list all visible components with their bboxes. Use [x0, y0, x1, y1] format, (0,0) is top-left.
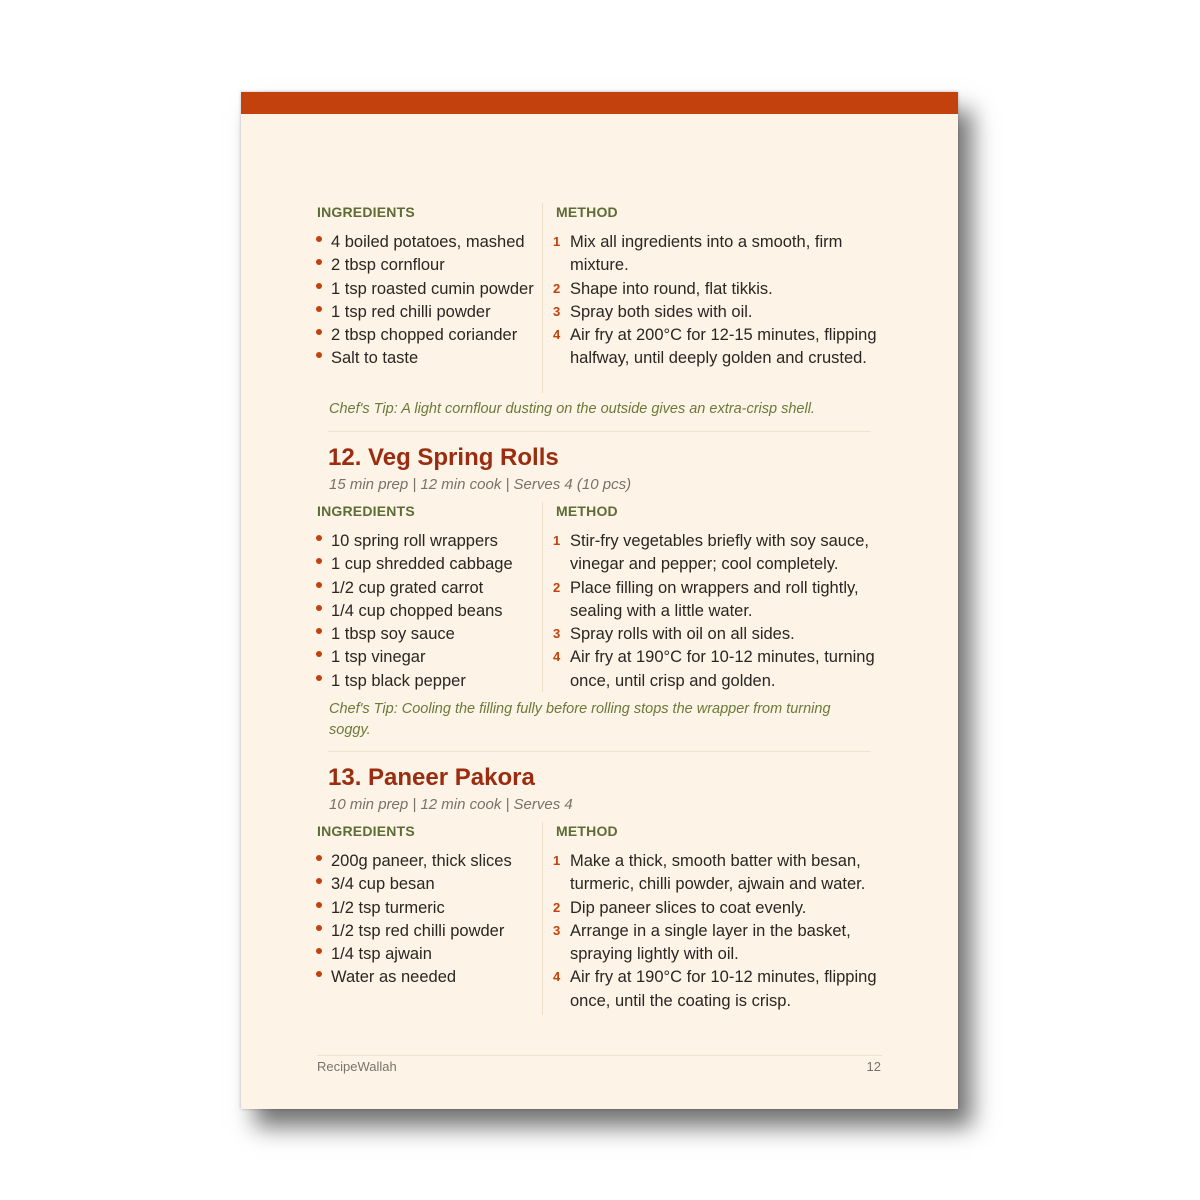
method-step: 4 Air fry at 190°C for 10-12 minutes, flipping once, until the coating is crisp.: [553, 968, 877, 1010]
recipe-meta: 10 min prep | 12 min cook | Serves 4: [329, 796, 573, 813]
method-step: 3 Spray rolls with oil on all sides.: [553, 625, 795, 644]
ingredients-list: [317, 850, 542, 990]
bullet-icon: [316, 306, 322, 312]
ingredients-list: [317, 530, 542, 693]
ingredient-item: 1 tsp roasted cumin powder: [317, 278, 542, 301]
column-divider: [542, 822, 543, 1015]
recipe-page: [241, 92, 958, 1109]
method-column: [553, 822, 886, 1013]
ingredients-list: [317, 231, 542, 371]
page-number: 12: [866, 1059, 881, 1074]
recipe-title: 12. Veg Spring Rolls: [328, 444, 559, 471]
method-column: [553, 203, 886, 371]
bullet-icon: [316, 582, 322, 588]
bullet-icon: [316, 352, 322, 358]
ingredients-column: [317, 203, 542, 371]
ingredient-item: 1/2 cup grated carrot: [317, 577, 542, 600]
ingredient-item: 1/4 cup chopped beans: [317, 600, 542, 623]
chefs-tip: Chef's Tip: A light cornflour dusting on the outside gives an extra-crisp shell.: [329, 401, 815, 417]
section-divider: [328, 751, 871, 752]
bullet-icon: [316, 605, 322, 611]
page-header-bar: [241, 92, 958, 114]
ingredient-item: 10 spring roll wrappers: [317, 530, 542, 553]
bullet-icon: [316, 535, 322, 541]
method-column: [553, 502, 886, 693]
method-step: 4 Air fry at 200°C for 12-15 minutes, flipping halfway, until deeply golden and crusted.: [553, 326, 877, 368]
method-step: 2 Dip paneer slices to coat evenly.: [553, 898, 807, 917]
bullet-icon: [316, 651, 322, 657]
ingredient-item: 200g paneer, thick slices: [317, 850, 542, 873]
ingredient-item: 4 boiled potatoes, mashed: [317, 231, 542, 254]
ingredients-heading: INGREDIENTS: [317, 823, 415, 839]
bullet-icon: [316, 259, 322, 265]
ingredient-item: 2 tbsp chopped coriander: [317, 324, 542, 347]
ingredient-item: 1/2 tsp turmeric: [317, 897, 542, 920]
method-step: 2 Place filling on wrappers and roll tightly, sealing with a little water.: [553, 578, 859, 620]
column-divider: [542, 502, 543, 692]
ingredient-item: 1/2 tsp red chilli powder: [317, 920, 542, 943]
method-step: 1 Make a thick, smooth batter with besan, turmeric, chilli powder, ajwain and water.: [553, 852, 866, 894]
ingredient-item: 1 tsp vinegar: [317, 646, 542, 669]
ingredient-item: Salt to taste: [317, 347, 542, 370]
footer-divider: [317, 1055, 882, 1056]
ingredients-heading: INGREDIENTS: [317, 503, 415, 519]
ingredients-column: [317, 822, 542, 990]
section-divider: [328, 431, 871, 432]
method-heading: METHOD: [556, 503, 618, 519]
recipe-meta: 15 min prep | 12 min cook | Serves 4 (10 pcs): [329, 476, 632, 493]
ingredient-item: 1 cup shredded cabbage: [317, 553, 542, 576]
bullet-icon: [316, 283, 322, 289]
bullet-icon: [316, 558, 322, 564]
bullet-icon: [316, 675, 322, 681]
ingredients-heading: INGREDIENTS: [317, 204, 415, 220]
ingredient-item: 1 tsp red chilli powder: [317, 301, 542, 324]
ingredient-item: 1 tsp black pepper: [317, 670, 542, 693]
method-step: 1 Stir-fry vegetables briefly with soy sauce, vinegar and pepper; cool completely.: [553, 532, 869, 574]
bullet-icon: [316, 329, 322, 335]
bullet-icon: [316, 971, 322, 977]
method-list: [553, 850, 886, 1013]
chefs-tip: Chef's Tip: Cooling the filling fully before rolling stops the wrapper from turning soggy.: [329, 701, 831, 738]
bullet-icon: [316, 878, 322, 884]
method-list: [553, 231, 886, 371]
ingredient-item: 2 tbsp cornflour: [317, 254, 542, 277]
ingredient-item: Water as needed: [317, 966, 542, 989]
bullet-icon: [316, 628, 322, 634]
method-list: [553, 530, 886, 693]
bullet-icon: [316, 236, 322, 242]
bullet-icon: [316, 855, 322, 861]
ingredient-item: 1 tbsp soy sauce: [317, 623, 542, 646]
ingredient-item: 3/4 cup besan: [317, 873, 542, 896]
bullet-icon: [316, 902, 322, 908]
footer-brand: RecipeWallah: [317, 1059, 397, 1074]
bullet-icon: [316, 925, 322, 931]
method-heading: METHOD: [556, 823, 618, 839]
method-step: 2 Shape into round, flat tikkis.: [553, 279, 773, 298]
method-heading: METHOD: [556, 204, 618, 220]
ingredient-item: 1/4 tsp ajwain: [317, 943, 542, 966]
recipe-title: 13. Paneer Pakora: [328, 764, 535, 791]
column-divider: [542, 203, 543, 393]
ingredients-column: [317, 502, 542, 693]
method-step: 3 Arrange in a single layer in the basket, spraying lightly with oil.: [553, 921, 851, 964]
bullet-icon: [316, 948, 322, 954]
method-step: 1 Mix all ingredients into a smooth, firm mixture.: [553, 233, 843, 275]
method-step: 4 Air fry at 190°C for 10-12 minutes, turning once, until crisp and golden.: [553, 648, 875, 690]
method-step: 3 Spray both sides with oil.: [553, 302, 753, 321]
